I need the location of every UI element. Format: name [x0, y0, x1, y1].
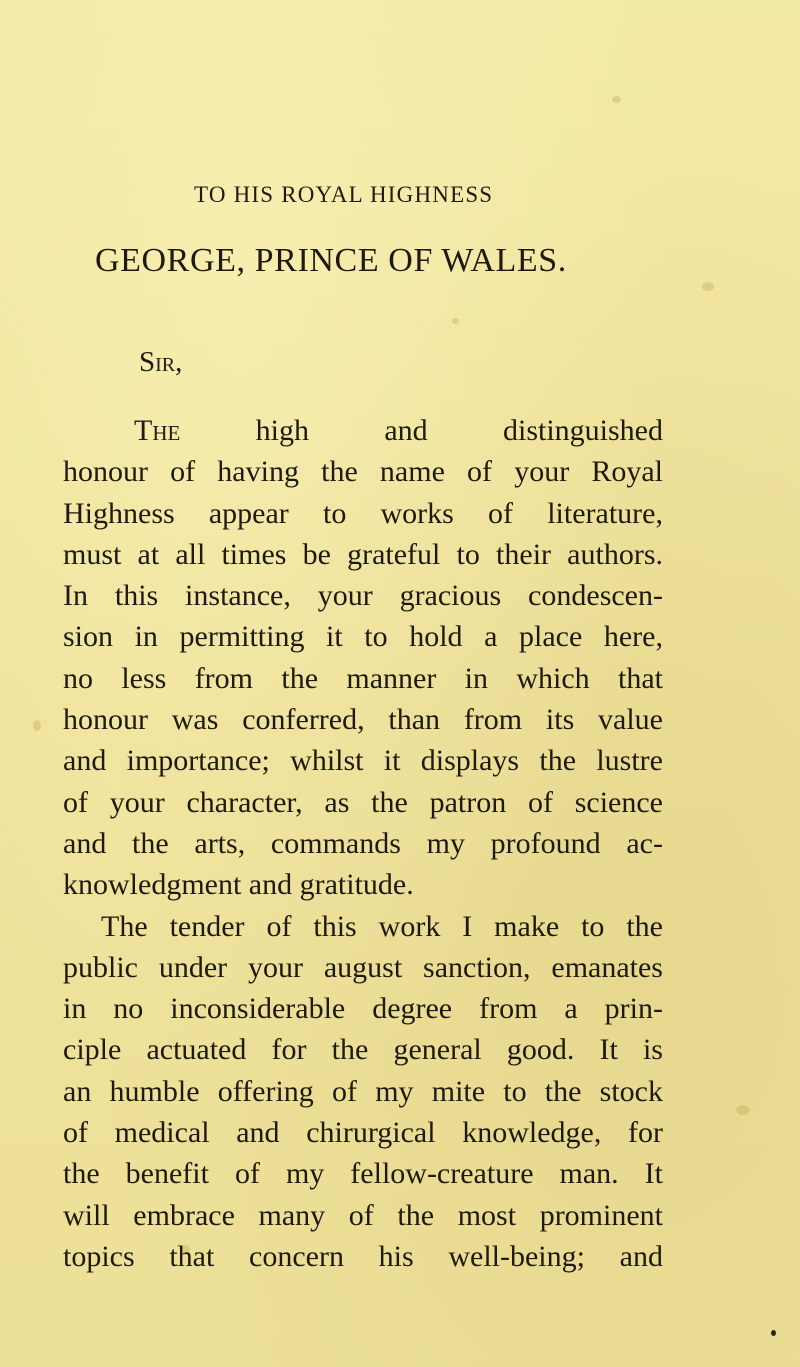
body-line: honour of having the name of your Royal	[63, 455, 663, 489]
dedication-heading-line2: GEORGE, PRINCE OF WALES.	[95, 242, 567, 279]
body-line: will embrace many of the most prominent	[63, 1198, 663, 1232]
body-line: ciple actuated for the general good. It is	[63, 1033, 663, 1067]
body-line: of your character, as the patron of science	[63, 785, 663, 819]
body-line: an humble offering of my mite to the stock	[63, 1074, 663, 1108]
paper-speck	[33, 720, 41, 731]
dedication-body	[63, 410, 663, 1277]
body-line: sion in permitting it to hold a place here,	[63, 620, 663, 654]
body-line: public under your august sanction, emanates	[63, 950, 663, 984]
body-line: Highness appear to works of literature,	[63, 496, 663, 530]
body-line	[63, 410, 663, 451]
paper-speck	[702, 282, 714, 291]
body-line: of medical and chirurgical knowledge, for	[63, 1116, 663, 1150]
body-line: topics that concern his well-being; and	[63, 1239, 663, 1273]
lead-word: The	[134, 414, 181, 447]
body-line: knowledgment and gratitude.	[63, 868, 414, 902]
ink-dot	[771, 1330, 776, 1336]
dedication-heading-line1: TO HIS ROYAL HIGHNESS	[194, 182, 494, 207]
body-line: and the arts, commands my profound ac-	[63, 826, 663, 860]
body-line-text: high and distinguished	[180, 414, 663, 447]
body-line: in no inconsiderable degree from a prin-	[63, 992, 663, 1026]
paper-speck	[736, 1105, 750, 1115]
body-line: The tender of this work I make to the	[101, 909, 663, 943]
body-line: must at all times be grateful to their authors.	[63, 537, 663, 571]
body-line: the benefit of my fellow-creature man. It	[63, 1157, 663, 1191]
body-line: In this instance, your gracious condescen-	[63, 579, 663, 613]
paper-speck	[612, 96, 621, 103]
body-line: no less from the manner in which that	[63, 661, 663, 695]
paper-speck	[452, 318, 459, 324]
body-line: and importance; whilst it displays the lustre	[63, 744, 663, 778]
salutation: Sir,	[139, 346, 183, 378]
body-line: honour was conferred, than from its value	[63, 703, 663, 737]
